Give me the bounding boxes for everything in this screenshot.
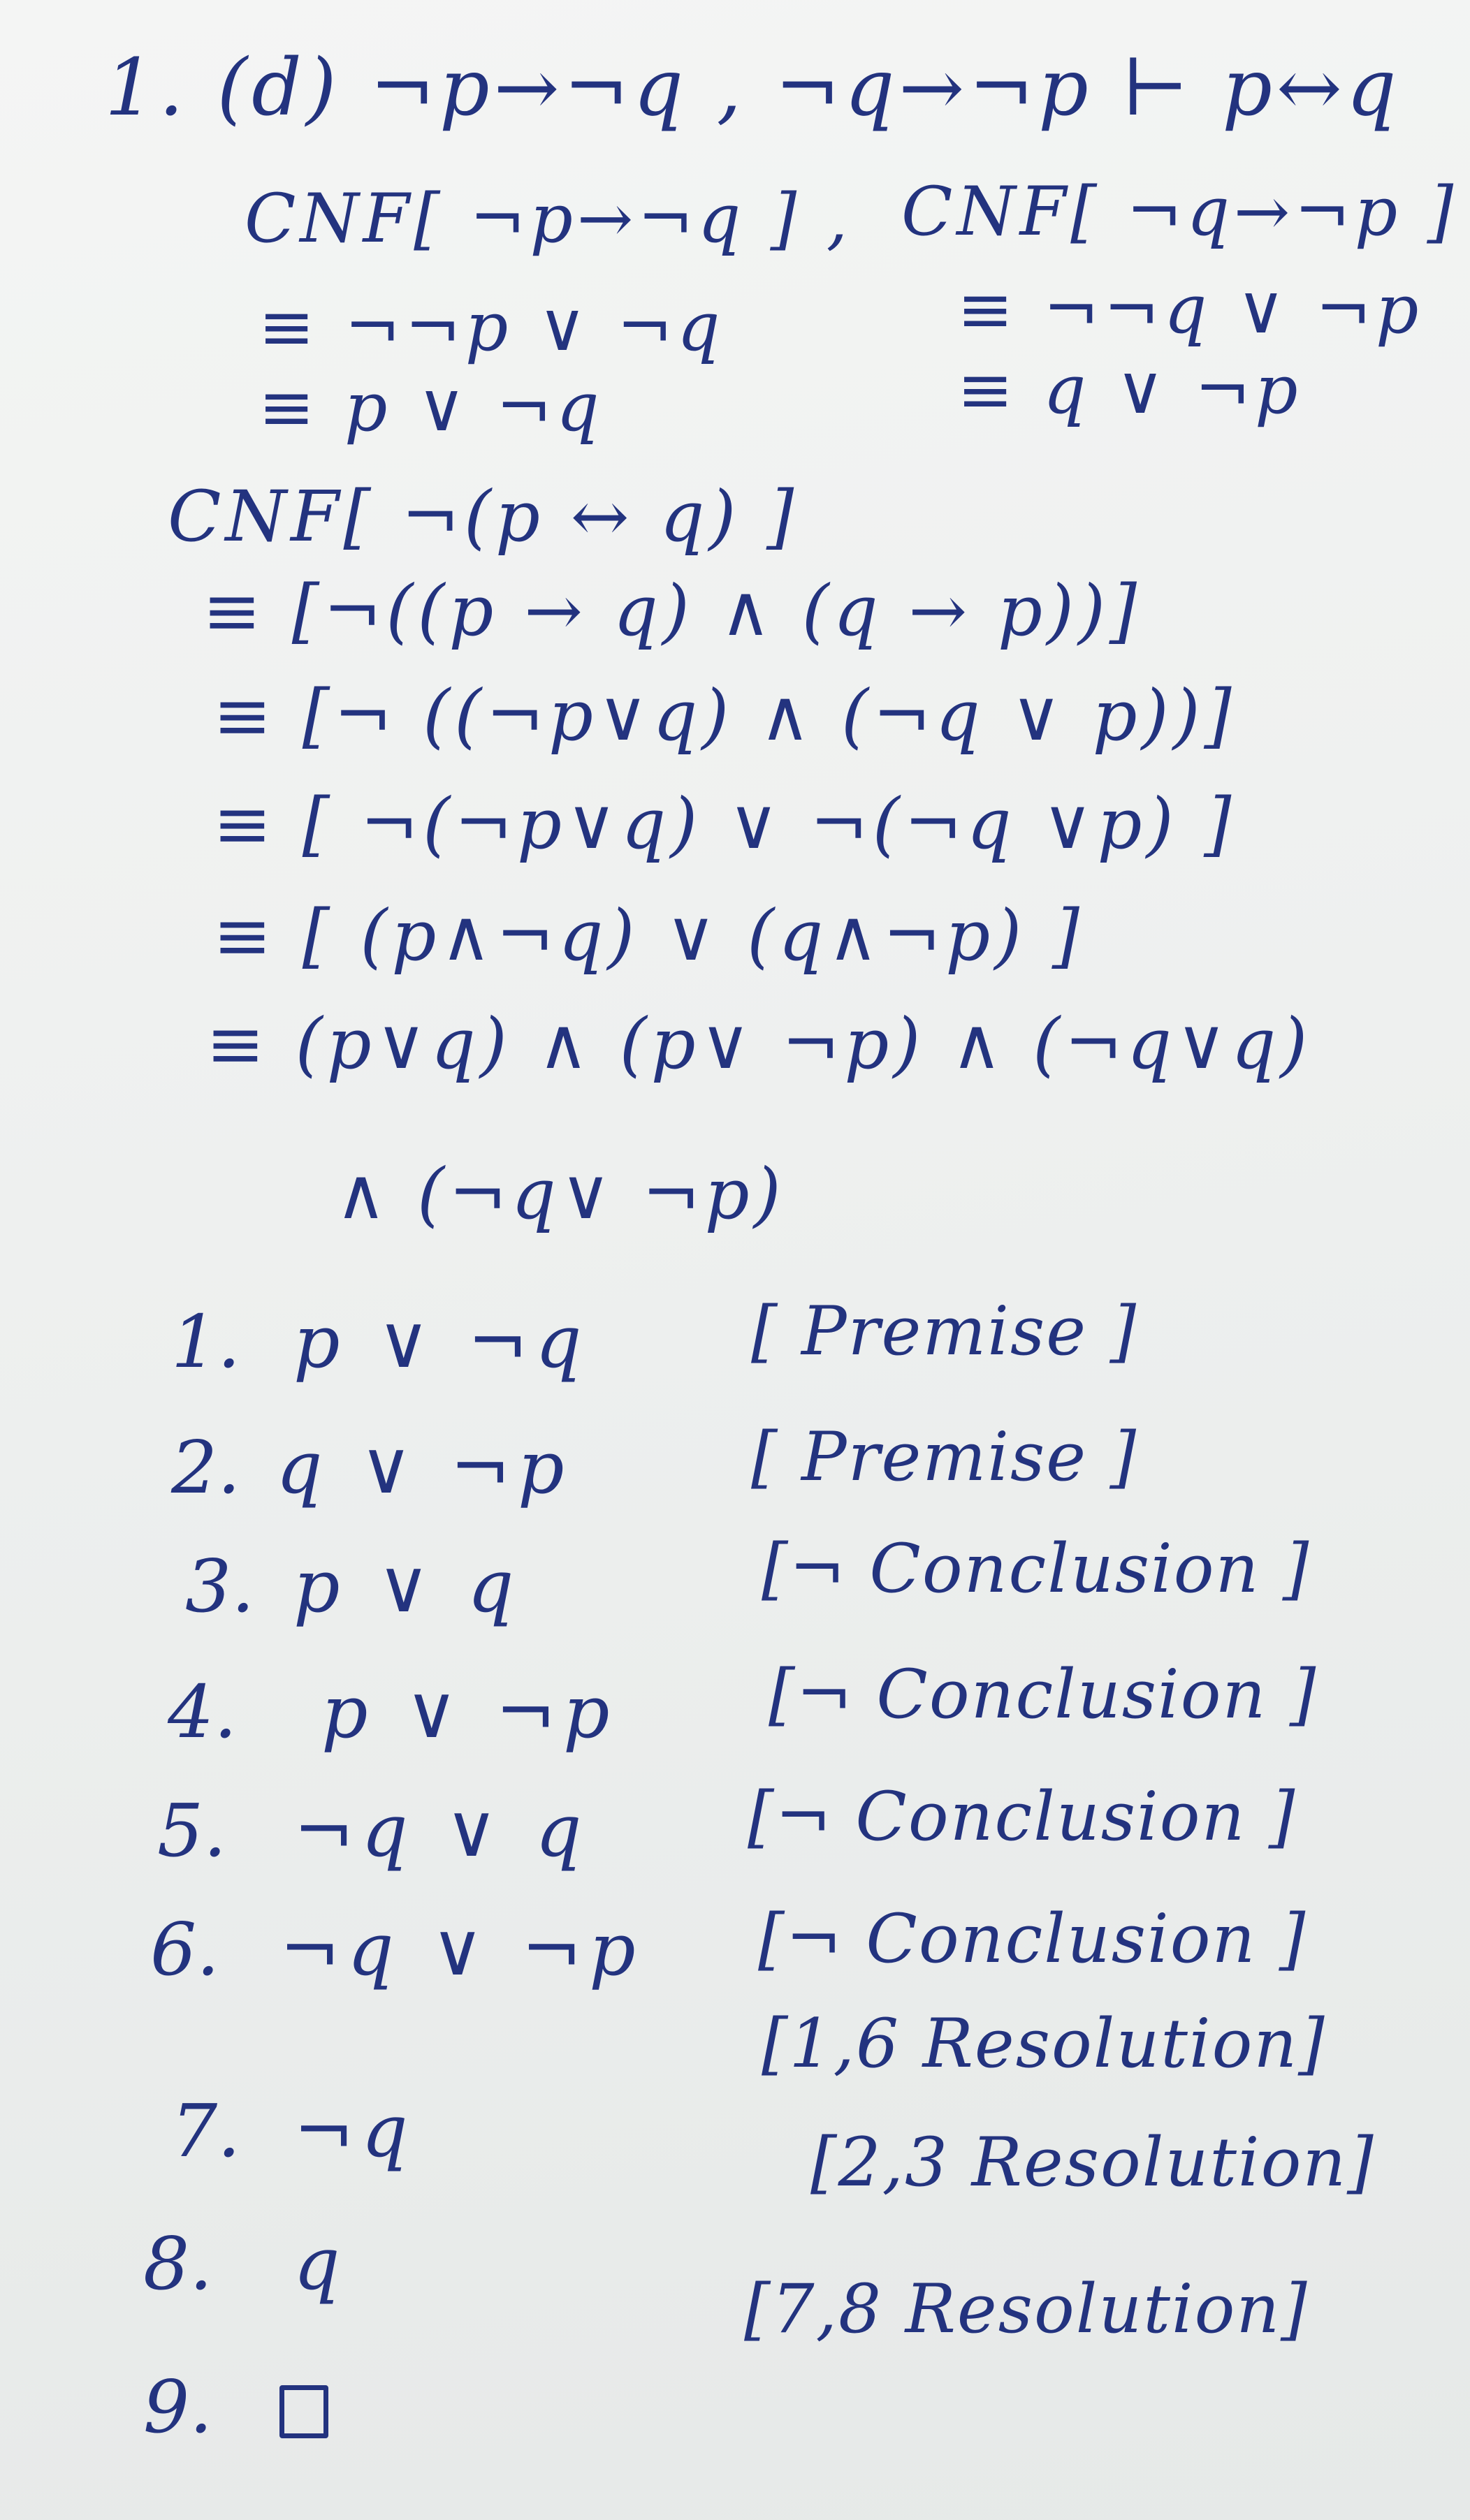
step-justification: [ Premise ] [751, 1418, 1138, 1496]
step-clause: q [293, 2221, 347, 2306]
step-justification: [¬ Conclusion ] [758, 1900, 1307, 1978]
cnf-premise-1-step-1: ≡ ¬¬p ∨ ¬q [259, 288, 725, 366]
cnf-premise-2-step-1: ≡ ¬¬q ∨ ¬p [957, 270, 1423, 349]
problem-statement: 1. (d) ¬p→¬q , ¬q→¬p ⊢ p↔q [105, 43, 1401, 133]
cnf-negated-step: ≡ [¬ ((¬p∨q) ∧ (¬q ∨ p))] [213, 675, 1236, 756]
step-justification: [1,6 Resolution] [762, 2005, 1326, 2083]
cnf-premise-2-step-2: ≡ q ∨ ¬p [957, 351, 1302, 429]
cnf-negated-step: ≡ (p∨q) ∧ (p∨ ¬p) ∧ (¬q∨q) [206, 1003, 1312, 1085]
cnf-premise-1-step-2: ≡ p ∨ ¬q [259, 368, 604, 446]
step-justification: [ Premise ] [751, 1292, 1138, 1370]
step-justification: [7,8 Resolution] [744, 2270, 1309, 2348]
step-number: 9. [143, 2364, 213, 2449]
step-justification: [2,3 Resolution] [810, 2123, 1375, 2202]
step-number: 3. [185, 1544, 255, 1629]
step-number: 2. [171, 1425, 241, 1510]
step-justification: [¬ Conclusion ] [762, 1530, 1311, 1608]
step-clause: p ∨ ¬q [293, 1299, 589, 1384]
step-clause: ¬q ∨ q [293, 1788, 589, 1873]
cnf-negated-conclusion-head: CNF[ ¬(p ↔ q) ] [168, 476, 799, 557]
step-clause: q ∨ ¬p [276, 1425, 572, 1510]
step-number: 1. [171, 1299, 241, 1384]
cnf-negated-step: ≡ [¬((p → q) ∧ (q → p))] [203, 570, 1142, 652]
step-number: 5. [157, 1788, 227, 1873]
step-number: 6. [150, 1907, 220, 1992]
step-justification: [¬ Conclusion ] [748, 1778, 1297, 1856]
step-clause: p ∨ q [293, 1544, 521, 1629]
step-justification: [¬ Conclusion ] [769, 1655, 1318, 1734]
cnf-negated-step: ≡ [ (p∧¬q) ∨ (q∧¬p) ] [213, 895, 1084, 976]
cnf-negated-step: ∧ (¬q∨ ¬p) [335, 1153, 785, 1235]
cnf-premise-1-head: CNF[ ¬p→¬q ] , [245, 180, 852, 258]
cnf-negated-step: ≡ [ ¬(¬p∨q) ∨ ¬(¬q ∨p) ] [213, 783, 1236, 865]
step-clause: ¬q [293, 2088, 415, 2174]
step-clause: ¬q ∨ ¬p [279, 1907, 643, 1992]
step-number: 8. [143, 2221, 213, 2306]
empty-clause-box-icon [279, 2385, 328, 2438]
cnf-premise-2-head: CNF[ ¬q→¬p ] [901, 173, 1458, 251]
step-clause: p ∨ ¬p [321, 1669, 617, 1755]
step-number: 7. [171, 2088, 241, 2174]
step-number: 4. [168, 1669, 238, 1755]
